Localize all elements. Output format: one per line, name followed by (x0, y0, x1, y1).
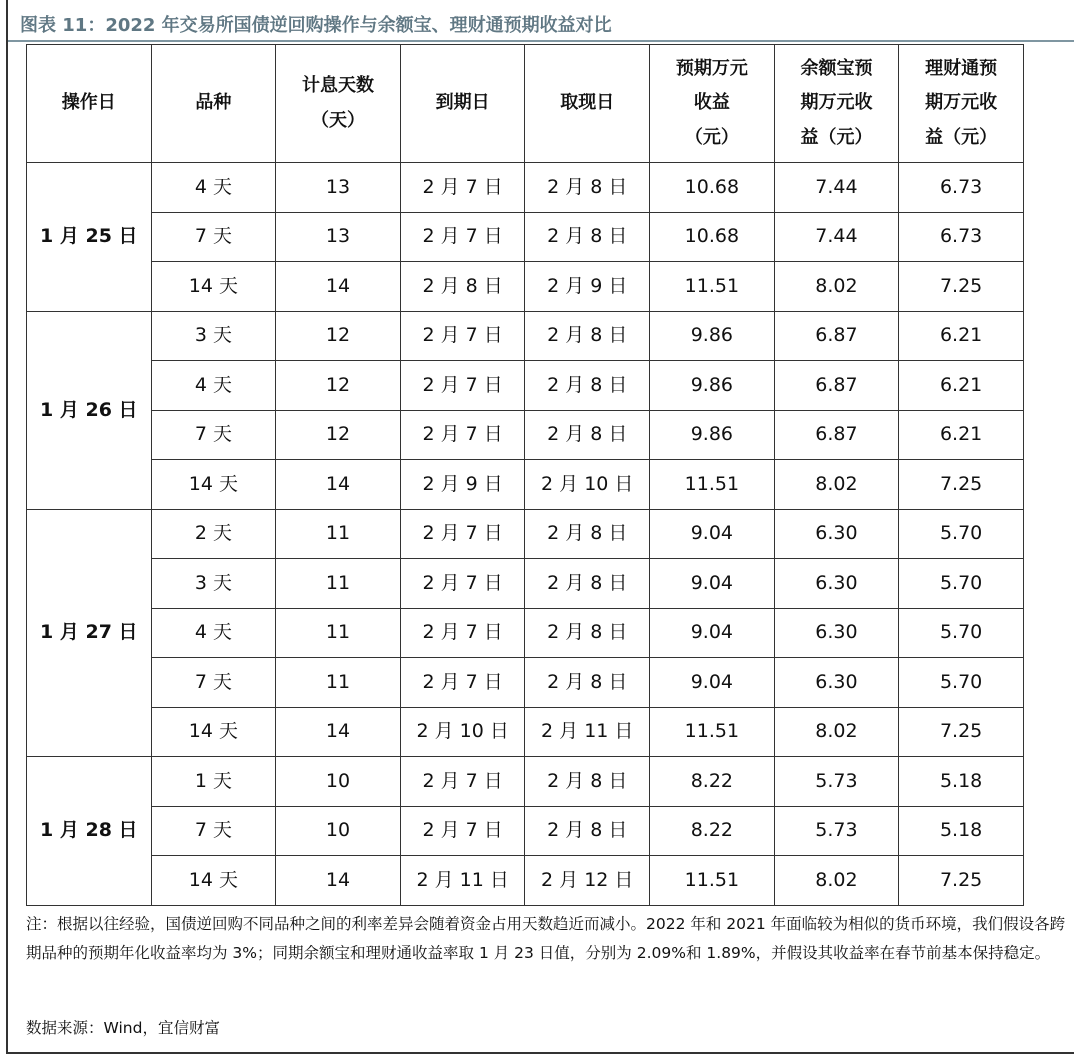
table-cell: 14 (276, 460, 401, 510)
table-cell: 14 天 (151, 707, 276, 757)
header-line: 理财通预 (925, 58, 998, 80)
table-cell: 2 月 8 日 (525, 361, 650, 411)
table-cell: 2 天 (151, 509, 276, 559)
operation-date-cell: 1 月 26 日 (27, 311, 152, 509)
table-cell: 11 (276, 509, 401, 559)
table-cell: 9.86 (650, 361, 775, 411)
table-cell: 7 天 (151, 410, 276, 460)
table-cell: 14 天 (151, 856, 276, 906)
table-row (27, 707, 1024, 757)
table-cell: 2 月 7 日 (400, 509, 525, 559)
table-row (27, 262, 1024, 312)
table-row (27, 658, 1024, 708)
table-body (27, 163, 1024, 906)
table-cell: 4 天 (151, 608, 276, 658)
table-cell: 8.02 (774, 460, 899, 510)
header-line: （天） (311, 109, 366, 131)
table-cell: 6.21 (899, 410, 1024, 460)
table-row (27, 608, 1024, 658)
table-cell: 5.73 (774, 757, 899, 807)
table-cell: 7.25 (899, 460, 1024, 510)
table-cell: 3 天 (151, 311, 276, 361)
table-cell: 2 月 10 日 (525, 460, 650, 510)
table-cell: 7.44 (774, 163, 899, 213)
table-cell: 7.44 (774, 212, 899, 262)
header-line: 余额宝预 (800, 58, 873, 80)
header-line: 取现日 (560, 92, 615, 114)
table-cell: 8.22 (650, 757, 775, 807)
table-cell: 2 月 7 日 (400, 212, 525, 262)
table-cell: 9.04 (650, 509, 775, 559)
table-cell: 7.25 (899, 262, 1024, 312)
table-cell: 3 天 (151, 559, 276, 609)
title-divider (8, 40, 1074, 42)
table-row (27, 410, 1024, 460)
table-cell: 10.68 (650, 212, 775, 262)
table-cell: 10 (276, 757, 401, 807)
header-line: 益（元） (800, 126, 873, 148)
table-row (27, 311, 1024, 361)
table-cell: 12 (276, 410, 401, 460)
table-cell: 2 月 8 日 (400, 262, 525, 312)
table-cell: 2 月 8 日 (525, 509, 650, 559)
table-cell: 5.70 (899, 559, 1024, 609)
table-row (27, 212, 1024, 262)
table-cell: 9.04 (650, 559, 775, 609)
table-cell: 5.73 (774, 806, 899, 856)
header-line: 期万元收 (800, 92, 873, 114)
table-cell: 2 月 7 日 (400, 559, 525, 609)
table-cell: 2 月 8 日 (525, 559, 650, 609)
table-cell: 6.30 (774, 509, 899, 559)
table-cell: 5.70 (899, 509, 1024, 559)
operation-date-cell: 1 月 25 日 (27, 163, 152, 312)
table-cell: 2 月 9 日 (400, 460, 525, 510)
table-cell: 2 月 10 日 (400, 707, 525, 757)
figure-frame (6, 0, 1074, 1054)
table-cell: 8.02 (774, 707, 899, 757)
table-cell: 9.86 (650, 311, 775, 361)
data-source: 数据来源：Wind，宜信财富 (26, 1019, 220, 1037)
table-cell: 2 月 7 日 (400, 806, 525, 856)
table-row (27, 509, 1024, 559)
table-cell: 14 天 (151, 460, 276, 510)
header-cell (151, 45, 276, 163)
table-cell: 2 月 12 日 (525, 856, 650, 906)
table-cell: 12 (276, 311, 401, 361)
table-cell: 7 天 (151, 212, 276, 262)
header-cell (774, 45, 899, 163)
table-cell: 6.73 (899, 163, 1024, 213)
table-cell: 7.25 (899, 856, 1024, 906)
header-line: 期万元收 (925, 92, 998, 114)
table-row (27, 856, 1024, 906)
header-line: 益（元） (925, 126, 998, 148)
table-cell: 4 天 (151, 361, 276, 411)
table-cell: 5.70 (899, 608, 1024, 658)
table-cell: 9.04 (650, 658, 775, 708)
table-cell: 14 (276, 856, 401, 906)
table-cell: 6.73 (899, 212, 1024, 262)
table-cell: 6.87 (774, 311, 899, 361)
table-cell: 2 月 7 日 (400, 658, 525, 708)
header-line: 到期日 (435, 92, 490, 114)
header-line: （元） (684, 126, 739, 148)
table-cell: 5.70 (899, 658, 1024, 708)
table-cell: 12 (276, 361, 401, 411)
header-cell (650, 45, 775, 163)
table-cell: 7.25 (899, 707, 1024, 757)
table-cell: 6.87 (774, 410, 899, 460)
table-cell: 14 (276, 707, 401, 757)
table-row (27, 361, 1024, 411)
comparison-table (26, 44, 1024, 906)
table-cell: 9.86 (650, 410, 775, 460)
table-cell: 6.21 (899, 361, 1024, 411)
table-row (27, 559, 1024, 609)
table-cell: 11 (276, 608, 401, 658)
table-cell: 2 月 9 日 (525, 262, 650, 312)
table-cell: 1 天 (151, 757, 276, 807)
table-cell: 2 月 7 日 (400, 757, 525, 807)
table-cell: 11.51 (650, 707, 775, 757)
header-line: 计息天数 (302, 75, 375, 97)
table-cell: 11 (276, 559, 401, 609)
table-cell: 2 月 8 日 (525, 757, 650, 807)
table-cell: 2 月 8 日 (525, 806, 650, 856)
table-cell: 2 月 8 日 (525, 410, 650, 460)
table-row (27, 163, 1024, 213)
table-cell: 7 天 (151, 658, 276, 708)
figure-title-bar (8, 0, 1074, 40)
header-cell (525, 45, 650, 163)
table-cell: 11.51 (650, 262, 775, 312)
table-header-row (27, 45, 1024, 163)
table-cell: 2 月 7 日 (400, 410, 525, 460)
table-cell: 14 天 (151, 262, 276, 312)
table-cell: 6.30 (774, 608, 899, 658)
table-cell: 6.21 (899, 311, 1024, 361)
header-line: 预期万元 (675, 58, 748, 80)
table-cell: 13 (276, 163, 401, 213)
table-cell: 10.68 (650, 163, 775, 213)
header-cell (400, 45, 525, 163)
table-cell: 11.51 (650, 460, 775, 510)
operation-date-cell: 1 月 27 日 (27, 509, 152, 757)
table-cell: 9.04 (650, 608, 775, 658)
table-cell: 2 月 8 日 (525, 212, 650, 262)
table-cell: 2 月 11 日 (400, 856, 525, 906)
table-cell: 11.51 (650, 856, 775, 906)
table-cell: 7 天 (151, 806, 276, 856)
operation-date-cell: 1 月 28 日 (27, 757, 152, 906)
table-cell: 2 月 7 日 (400, 163, 525, 213)
table-cell: 8.02 (774, 262, 899, 312)
figure-title: 图表 11：2022 年交易所国债逆回购操作与余额宝、理财通预期收益对比 (20, 15, 612, 36)
table-cell: 5.18 (899, 757, 1024, 807)
header-line: 收益 (693, 92, 730, 114)
table-cell: 10 (276, 806, 401, 856)
table-cell: 11 (276, 658, 401, 708)
header-line: 品种 (195, 92, 232, 114)
footnote: 注：根据以往经验，国债逆回购不同品种之间的利率差异会随着资金占用天数趋近而减小。2022 年和 2021 年面临较为相似的货币环境，我们假设各跨期品种的预期年化收益率均为 3%；同期余额宝和理财通收益率取 1 月 23 日值，分别为 2.09%和 1.89%，并假设其收益率在春节前基本保持稳定。 (26, 915, 1066, 962)
table-row (27, 757, 1024, 807)
table-cell: 4 天 (151, 163, 276, 213)
table-cell: 6.87 (774, 361, 899, 411)
table-cell: 5.18 (899, 806, 1024, 856)
header-line: 操作日 (61, 92, 116, 114)
table-cell: 2 月 8 日 (525, 608, 650, 658)
table-cell: 2 月 11 日 (525, 707, 650, 757)
table-cell: 2 月 7 日 (400, 361, 525, 411)
table-cell: 2 月 8 日 (525, 163, 650, 213)
header-cell (276, 45, 401, 163)
table-cell: 13 (276, 212, 401, 262)
table-cell: 8.02 (774, 856, 899, 906)
table-cell: 14 (276, 262, 401, 312)
table-cell: 2 月 8 日 (525, 311, 650, 361)
table-cell: 6.30 (774, 559, 899, 609)
table-cell: 8.22 (650, 806, 775, 856)
table-cell: 2 月 8 日 (525, 658, 650, 708)
table-cell: 2 月 7 日 (400, 608, 525, 658)
header-cell (27, 45, 152, 163)
table-row (27, 460, 1024, 510)
table-cell: 2 月 7 日 (400, 311, 525, 361)
table-row (27, 806, 1024, 856)
table-cell: 6.30 (774, 658, 899, 708)
header-cell (899, 45, 1024, 163)
